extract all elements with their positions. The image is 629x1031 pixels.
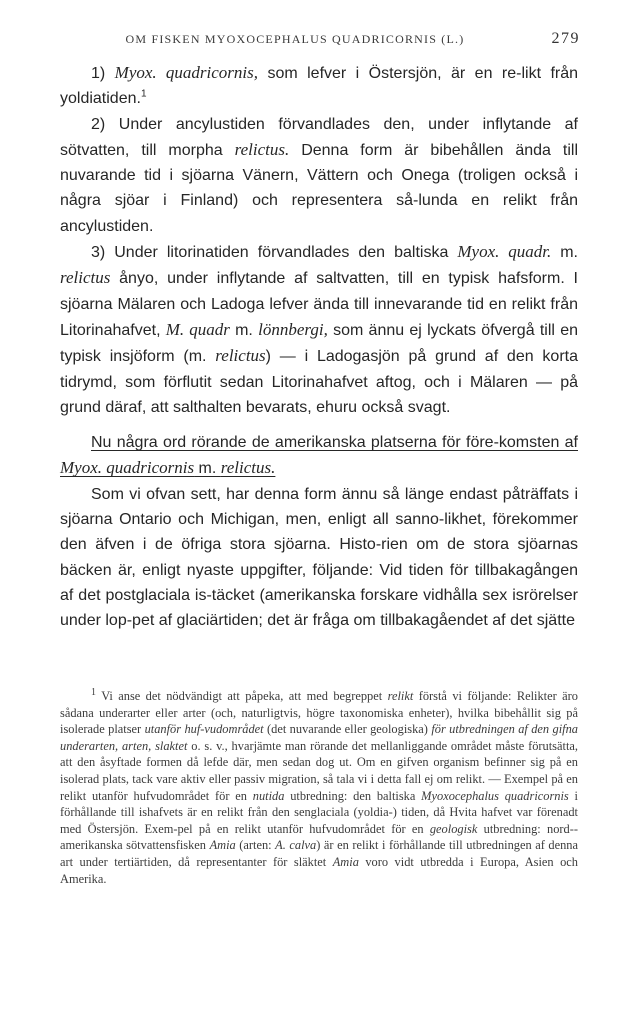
paragraph-1: 1) Myox. quadricornis, som lefver i Östersjön, är en re-likt från yoldiatiden.$^1$ — [60, 63, 579, 108]
footnote-marker: 1 — [91, 686, 96, 698]
paragraph-3: 3) Under litorinatiden förvandlades den baltiska Myox. quadr. m. relictus ånyo, under inflytande af saltvatten, till en typisk hafsform. I sjöarna Mälaren och Ladoga lefver ända till innevarande tid en relikt från Litorinahafvet, M. quadr m. lönnbergi, som ännu ej lyckats öfvergå till en typisk insjöform (m. relictus) — i Ladogasjön på grund af den korta tidrymd, som förflutit sedan Litorinahafvet aftog, och i Mälaren — på grund däraf, att salthalten bevarats, ehuru också svagt. — [60, 242, 579, 416]
footnote-1: $^1$ Vi anse det nödvändigt att påpeka, att med begreppet relikt förstå vi följande: Relikter äro sådana underarter eller arter (och, naturligtvis, högre taxonomiska enheter), hvilka bibehållit sig på isolerade platser utanför huf-vudområdet (det nuvarande eller geologiska) för utbredningen af den gifna underarten, arten, slaktet o. s. v., hvarjämte man rörande det mellanliggande området måste förutsätta, att den åsyftade formen då lefde där, men sedan dog ut. Om en gifven organism befinner sig på en isolerad plats, tack vare aktiv eller passiv migration, så tala vi i detta fall ej om relikt. — Exempel på en relikt utanför hufvudområdet för en nutida utbredning: den baltiska Myoxocephalus quadricornis i förhållande till ishafvets är en relikt från den senglaciala (yoldia-) tiden, då Hvita hafvet var förenadt med Östersjön. Exem-pel på en relikt utanför hufvudområdet för en geologisk utbredning: nord-amerikanska sötvattensfisken Amia (arten: A. calva) är en relikt i förhållande till utbredningen af denna art under tertiärtiden, då representanter för släktet Amia voro vidt utbredda i Europa, Asien och Amerika. — [60, 686, 578, 886]
paragraph-2: 2) Under ancylustiden förvandlades den, under inflytande af sötvatten, till morpha relictus. Denna form är bibehållen ända till nuvarande tid i sjöarna Vänern, Vättern och Onega (troligen också i några sjöar i Finland) och representera så-lunda en relikt från ancylustiden. — [60, 115, 579, 235]
footnote-ref: 1 — [140, 88, 147, 100]
page-number: 279 — [551, 30, 580, 47]
paragraph-4-underlined: Nu några ord rörande de amerikanska platserna för före-komsten af Myox. quadricornis m. relictus. — [60, 434, 578, 478]
page-header — [60, 30, 580, 50]
main-text — [60, 60, 578, 634]
footnote — [60, 688, 578, 887]
running-head: OM FISKEN MYOXOCEPHALUS QUADRICORNIS (L.) — [125, 32, 465, 46]
paragraph-5: Som vi ofvan sett, har denna form ännu så länge endast påträffats i sjöarna Ontario och Michigan, men, enligt all sanno-likhet, förekommer den äfven i de öfriga stora sjöarna. Histo-rien om de stora sjöarnas bäcken är, enligt nyaste uppgifter, följande: Vid tiden för tillbakagången af det postglaciala is-täcket (amerikanska forskare vidhålla sex isrörelser under lop-pet af glaciärtiden; det är fråga om tillbakagåendet af det sjätte — [60, 485, 578, 630]
